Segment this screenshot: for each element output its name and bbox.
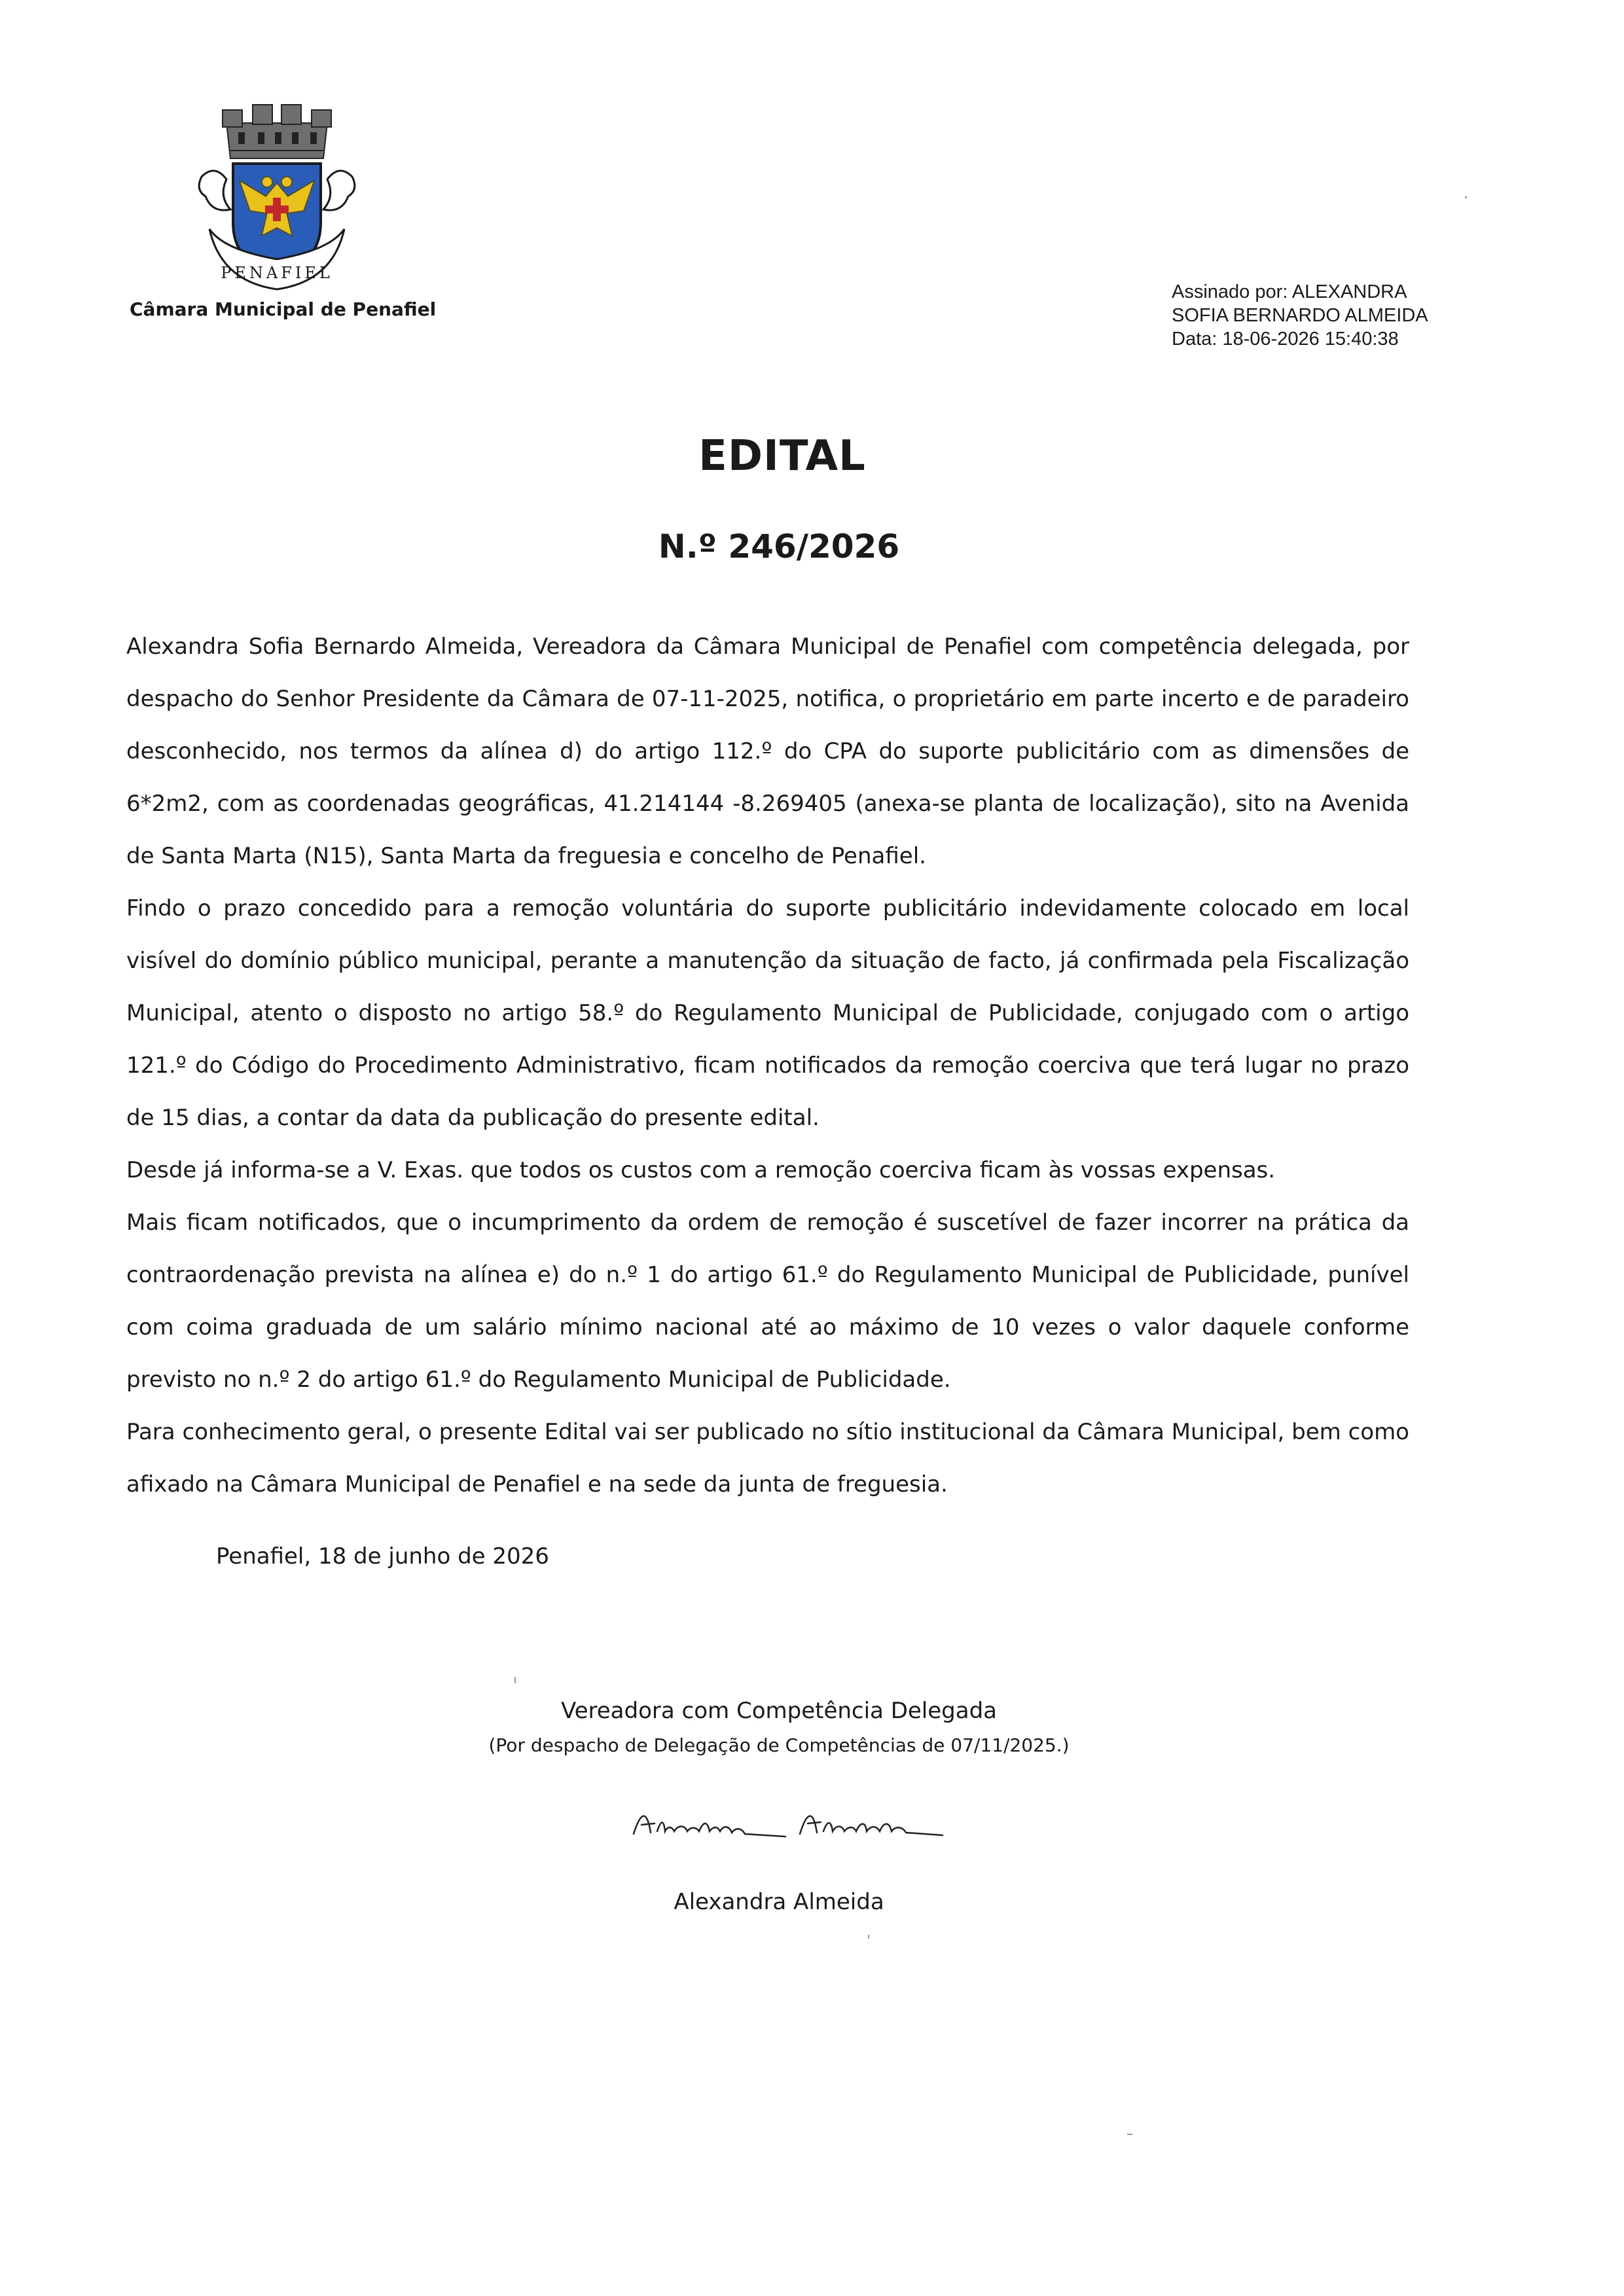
document-body (126, 620, 1409, 1511)
scan-speck (1465, 196, 1467, 198)
scan-speck (1127, 2134, 1132, 2135)
body-paragraph: Mais ficam notificados, que o incumprimento da ordem de remoção é suscetível de fazer incorrer na prática da contraordenação prevista na alínea e) do n.º 1 do artigo 61.º do Regulamento Municipal de Publicidade, punível com coima graduada de um salário mínimo nacional até ao máximo de 10 vezes o valor daquele conforme previsto no n.º 2 do artigo 61.º do Regulamento Municipal de Publicidade. (126, 1210, 1409, 1393)
crest-ribbon-text: PENAFIEL (221, 264, 333, 282)
digital-signature-line: SOFIA BERNARDO ALMEIDA (1172, 305, 1428, 326)
delegation-note: (Por despacho de Delegação de Competências de 07/11/2025.) (488, 1734, 1070, 1756)
digital-signature-date: Data: 18-06-2026 15:40:38 (1172, 329, 1399, 350)
handwritten-signature (628, 1793, 956, 1852)
body-paragraph: Findo o prazo concedido para a remoção voluntária do suporte publicitário indevidamente colocado em local visível do domínio público municipal, perante a manutenção da situação de facto, já confirmada pela Fiscalização Municipal, atento o disposto no artigo 58.º do Regulamento Municipal de Publicidade, conjugado com o artigo 121.º do Código do Procedimento Administrativo, ficam notificados da remoção coerciva que terá lugar no prazo de 15 dias, a contar da data da publicação do presente edital. (126, 895, 1409, 1131)
document-title: EDITAL (698, 432, 866, 480)
place-and-date: Penafiel, 18 de junho de 2026 (216, 1543, 549, 1570)
digital-signature-stamp (1172, 280, 1538, 351)
scan-speck (514, 1677, 516, 1683)
signatory-role: Vereadora com Competência Delegada (561, 1698, 997, 1724)
digital-signature-line: Assinado por: ALEXANDRA (1172, 281, 1407, 302)
document-number: N.º 246/2026 (658, 528, 900, 565)
body-paragraph: Para conhecimento geral, o presente Edital vai ser publicado no sítio institucional da Câmara Municipal, bem como afixado na Câmara Municipal de Penafiel e na sede da junta de freguesia. (126, 1419, 1409, 1498)
municipal-crest-logo (175, 98, 378, 295)
body-paragraph: Alexandra Sofia Bernardo Almeida, Vereadora da Câmara Municipal de Penafiel com competência delegada, por despacho do Senhor Presidente da Câmara de 07-11-2025, notifica, o proprietário em parte incerto e de paradeiro desconhecido, nos termos da alínea d) do artigo 112.º do CPA do suporte publicitário com as dimensões de 6*2m2, com as coordenadas geográficas, 41.214144 -8.269405 (anexa-se planta de localização), sito na Avenida de Santa Marta (N15), Santa Marta da freguesia e concelho de Penafiel. (126, 634, 1409, 869)
org-name: Câmara Municipal de Penafiel (130, 298, 437, 320)
body-paragraph: Desde já informa-se a V. Exas. que todos os custos com a remoção coerciva ficam às vossas expensas. (126, 1157, 1276, 1183)
signatory-name: Alexandra Almeida (674, 1889, 884, 1915)
scan-speck (868, 1935, 869, 1939)
